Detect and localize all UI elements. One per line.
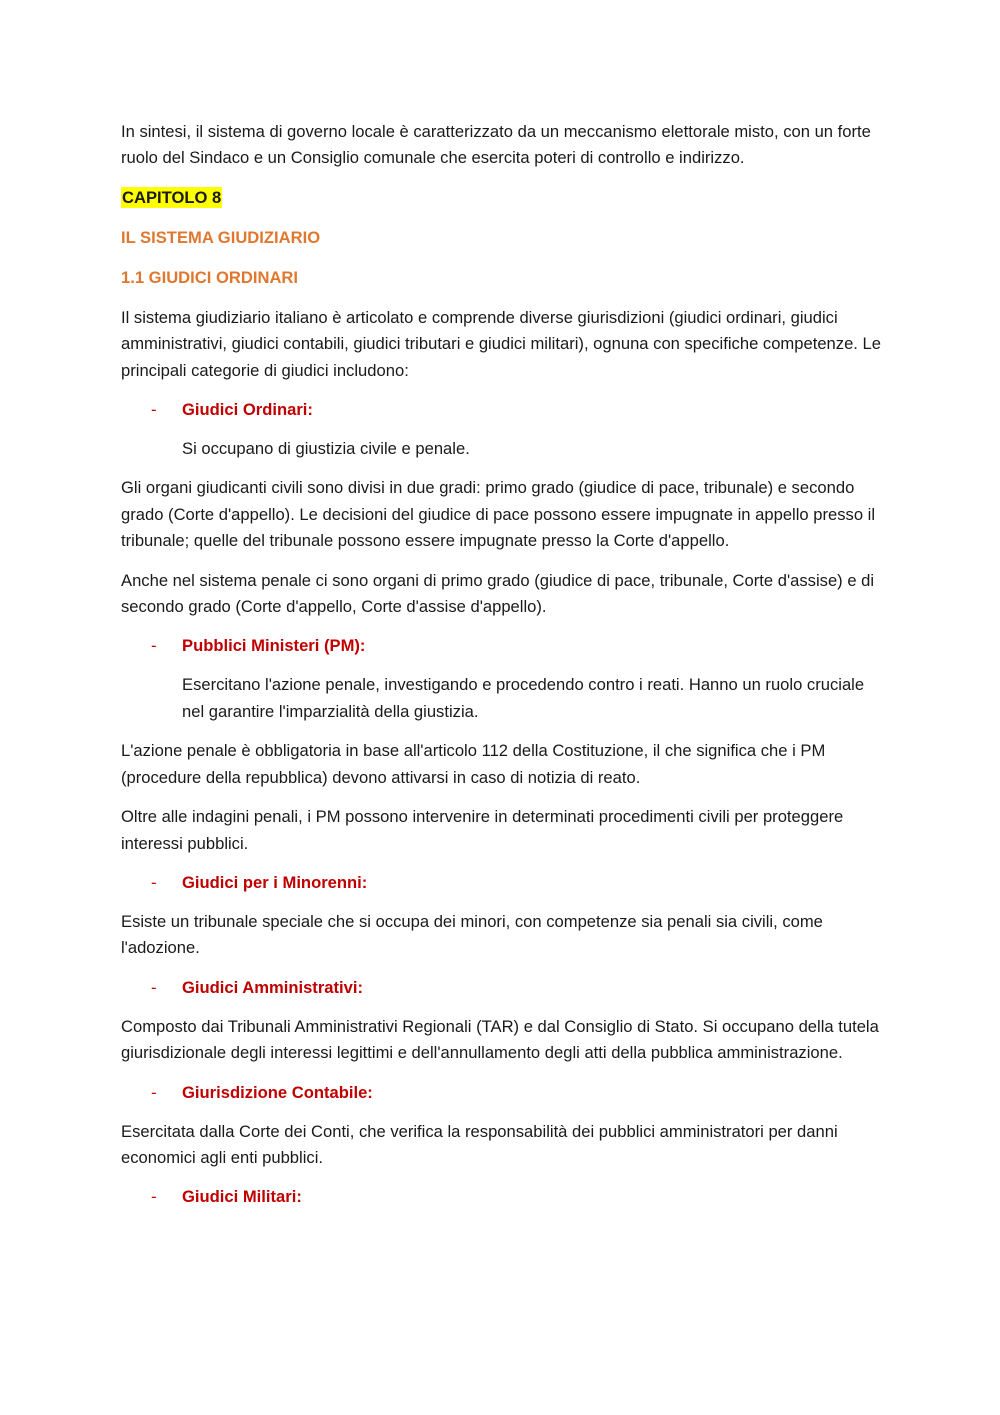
bullet-dash: -	[151, 636, 157, 656]
bullet-label: Giudici Ordinari:	[182, 400, 313, 420]
pm-description: Esercitano l'azione penale, investigando e procedendo contro i reati. Hanno un ruolo cruciale nel garantire l'imparzialità della giustizia.	[182, 675, 865, 721]
azione-penale-paragraph: L'azione penale è obbligatoria in base all'articolo 112 della Costituzione, il che significa che i PM (procedure della repubblica) devono attivarsi in caso di notizia di reato.	[121, 741, 826, 787]
minorenni-paragraph: Esiste un tribunale speciale che si occupa dei minori, con competenze sia penali sia civili, come l'adozione.	[121, 911, 823, 958]
chapter-label	[121, 185, 881, 211]
document-page	[121, 119, 881, 1223]
bullet-giudici-amministrativi	[121, 975, 881, 1001]
bullet-dash: -	[151, 872, 157, 892]
chapter-highlight: CAPITOLO 8	[122, 187, 222, 207]
bullet-dash: -	[151, 400, 157, 420]
ordinari-description: Si occupano di giustizia civile e penale.	[182, 439, 470, 459]
bullet-label: Pubblici Ministeri (PM):	[182, 636, 366, 656]
bullet-giudici-ordinari	[121, 397, 881, 423]
section-title: IL SISTEMA GIUDIZIARIO	[121, 227, 321, 247]
bullet-giudici-militari	[121, 1184, 881, 1210]
subsection-title: 1.1 GIUDICI ORDINARI	[121, 267, 299, 287]
bullet-giudici-minorenni	[121, 870, 881, 896]
bullet-label: Giudici Amministrativi:	[182, 977, 364, 997]
penale-paragraph: Anche nel sistema penale ci sono organi di primo grado (giudice di pace, tribunale, Corte d'assise) e di secondo grado (Corte d'appello, Corte d'assise d'appello).	[121, 570, 875, 617]
overview-paragraph: Il sistema giudiziario italiano è articolato e comprende diverse giurisdizioni (giudici ordinari, giudici amministrativi, giudici contabili, giudici tributari e giudici militari), ognuna con specifiche competenze. Le principali categorie di giudici includono:	[121, 307, 881, 380]
amministrativi-paragraph: Composto dai Tribunali Amministrativi Regionali (TAR) e dal Consiglio di Stato. Si occupano della tutela giurisdizionale degli interessi legittimi e dell'annullamento degli atti della pubblica amministrazione.	[121, 1016, 879, 1063]
civili-paragraph: Gli organi giudicanti civili sono divisi in due gradi: primo grado (giudice di pace, tribunale) e secondo grado (Corte d'appello). Le decisioni del giudice di pace possono essere impugnate in appello presso il tribunale; quelle del tribunale possono essere impugnate presso la Corte d'appello.	[121, 478, 876, 551]
intro-paragraph: In sintesi, il sistema di governo locale è caratterizzato da un meccanismo elettorale misto, con un forte ruolo del Sindaco e un Consiglio comunale che esercita poteri di controllo e indirizzo.	[121, 122, 871, 168]
bullet-dash: -	[151, 1187, 157, 1207]
bullet-label: Giurisdizione Contabile:	[182, 1082, 373, 1102]
bullet-dash: -	[151, 977, 157, 997]
bullet-dash: -	[151, 1082, 157, 1102]
contabile-paragraph: Esercitata dalla Corte dei Conti, che verifica la responsabilità dei pubblici amministratori per danni economici agli enti pubblici.	[121, 1121, 838, 1167]
bullet-label: Giudici Militari:	[182, 1187, 302, 1207]
bullet-label: Giudici per i Minorenni:	[182, 872, 368, 892]
indagini-paragraph: Oltre alle indagini penali, i PM possono intervenire in determinati procedimenti civili per proteggere interessi pubblici.	[121, 807, 844, 853]
bullet-pubblici-ministeri	[121, 633, 881, 659]
bullet-giurisdizione-contabile	[121, 1080, 881, 1106]
